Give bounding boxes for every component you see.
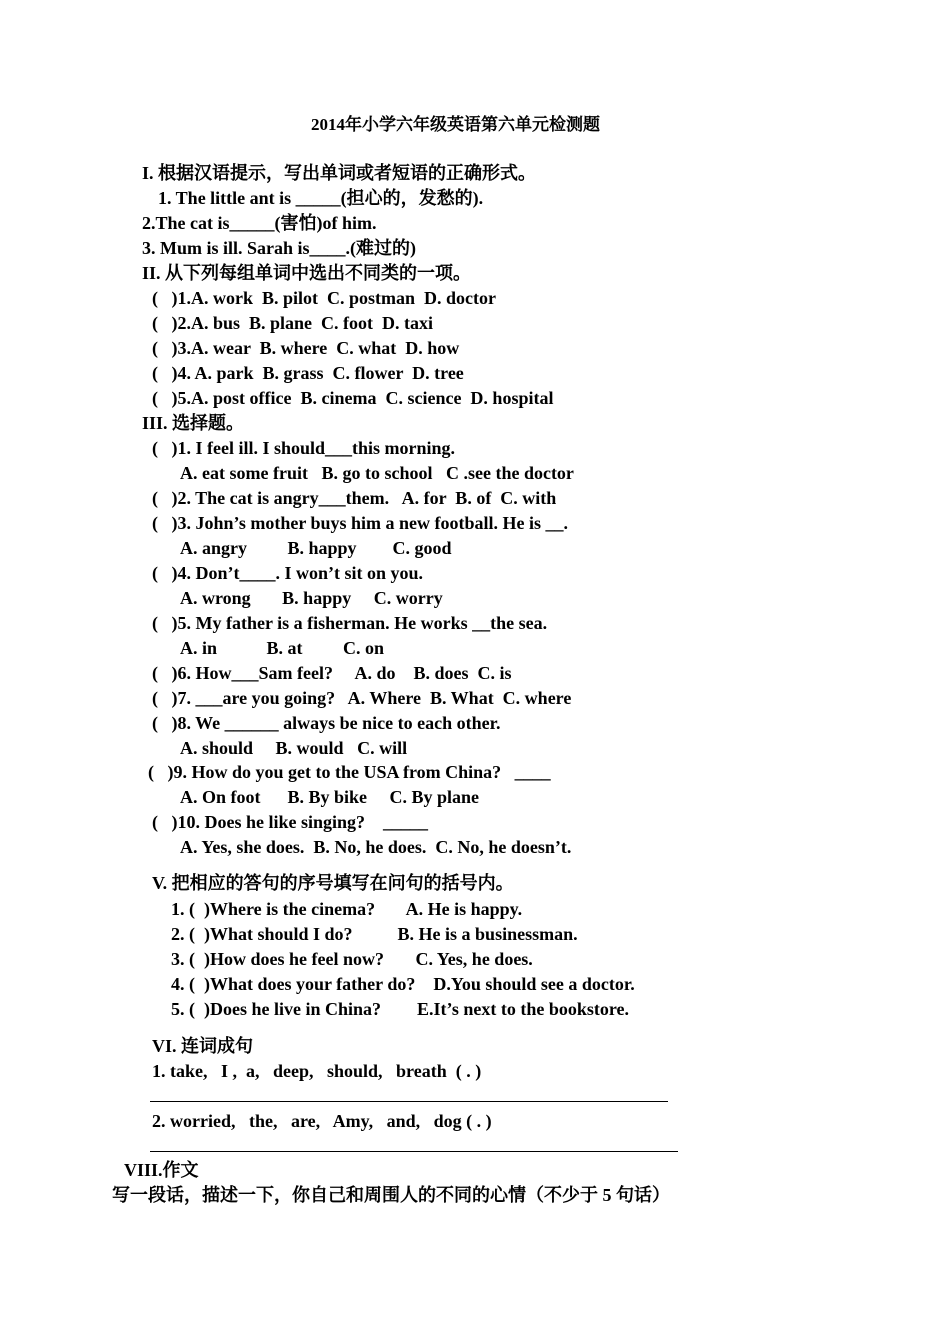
question-line: 2.The cat is_____(害怕)of him. (142, 213, 377, 233)
section-1-heading: I. 根据汉语提示，写出单词或者短语的正确形式。 (142, 163, 537, 183)
question-line: ( )7. ___are you going? A. Where B. What C. where (152, 688, 572, 708)
question-line: ( )5.A. post office B. cinema C. science D. hospital (152, 388, 554, 408)
match-line: 3. ( )How does he feel now? C. Yes, he does. (171, 949, 533, 969)
word-order-line: 1. take, I , a, deep, should, breath ( . ) (152, 1061, 482, 1081)
word-order-line: 2. worried, the, are, Amy, and, dog ( . ) (152, 1111, 492, 1131)
question-line: 3. Mum is ill. Sarah is____.(难过的) (142, 238, 417, 258)
question-line: ( )4. Don’t____. I won’t sit on you. (152, 563, 424, 583)
options-line: A. wrong B. happy C. worry (180, 588, 443, 608)
question-line: ( )1.A. work B. pilot C. postman D. doctor (152, 288, 496, 308)
match-line: 2. ( )What should I do? B. He is a businessman. (171, 924, 578, 944)
question-line: ( )4. A. park B. grass C. flower D. tree (152, 363, 464, 383)
question-line: 1. The little ant is _____(担心的，发愁的). (158, 188, 484, 208)
options-line: A. angry B. happy C. good (180, 538, 452, 558)
answer-rule (150, 1151, 678, 1152)
section-2-heading: II. 从下列每组单词中选出不同类的一项。 (142, 263, 472, 283)
options-line: A. should B. would C. will (180, 738, 408, 758)
options-line: A. Yes, she does. B. No, he does. C. No, he doesn’t. (180, 837, 572, 857)
question-line: ( )10. Does he like singing? _____ (152, 812, 429, 832)
options-line: A. On foot B. By bike C. By plane (180, 787, 480, 807)
section-8-heading: VIII.作文 (124, 1160, 199, 1180)
question-line: ( )6. How___Sam feel? A. do B. does C. is (152, 663, 512, 683)
section-3-heading: III. 选择题。 (142, 413, 245, 433)
question-line: ( )2.A. bus B. plane C. foot D. taxi (152, 313, 434, 333)
question-line: ( )5. My father is a fisherman. He works __the sea. (152, 613, 548, 633)
question-line: ( )1. I feel ill. I should___this morning. (152, 438, 456, 458)
page-title: 2014年小学六年级英语第六单元检测题 (311, 115, 600, 134)
options-line: A. in B. at C. on (180, 638, 385, 658)
question-line: ( )3. John’s mother buys him a new football. He is __. (152, 513, 569, 533)
match-line: 1. ( )Where is the cinema? A. He is happy. (171, 899, 523, 919)
match-line: 4. ( )What does your father do? D.You should see a doctor. (171, 974, 635, 994)
section-5-heading: V. 把相应的答句的序号填写在问句的括号内。 (152, 873, 514, 893)
answer-rule (150, 1101, 668, 1102)
section-6-heading: VI. 连词成句 (152, 1036, 254, 1056)
match-line: 5. ( )Does he live in China? E.It’s next to the bookstore. (171, 999, 629, 1019)
question-line: ( )8. We ______ always be nice to each other. (152, 713, 501, 733)
question-line: ( )3.A. wear B. where C. what D. how (152, 338, 460, 358)
question-line: ( )9. How do you get to the USA from China? ____ (148, 762, 551, 782)
composition-instruction: 写一段话，描述一下，你自己和周围人的不同的心情（不少于 5 句话） (112, 1185, 670, 1205)
options-line: A. eat some fruit B. go to school C .see the doctor (180, 463, 574, 483)
question-line: ( )2. The cat is angry___them. A. for B. of C. with (152, 488, 557, 508)
